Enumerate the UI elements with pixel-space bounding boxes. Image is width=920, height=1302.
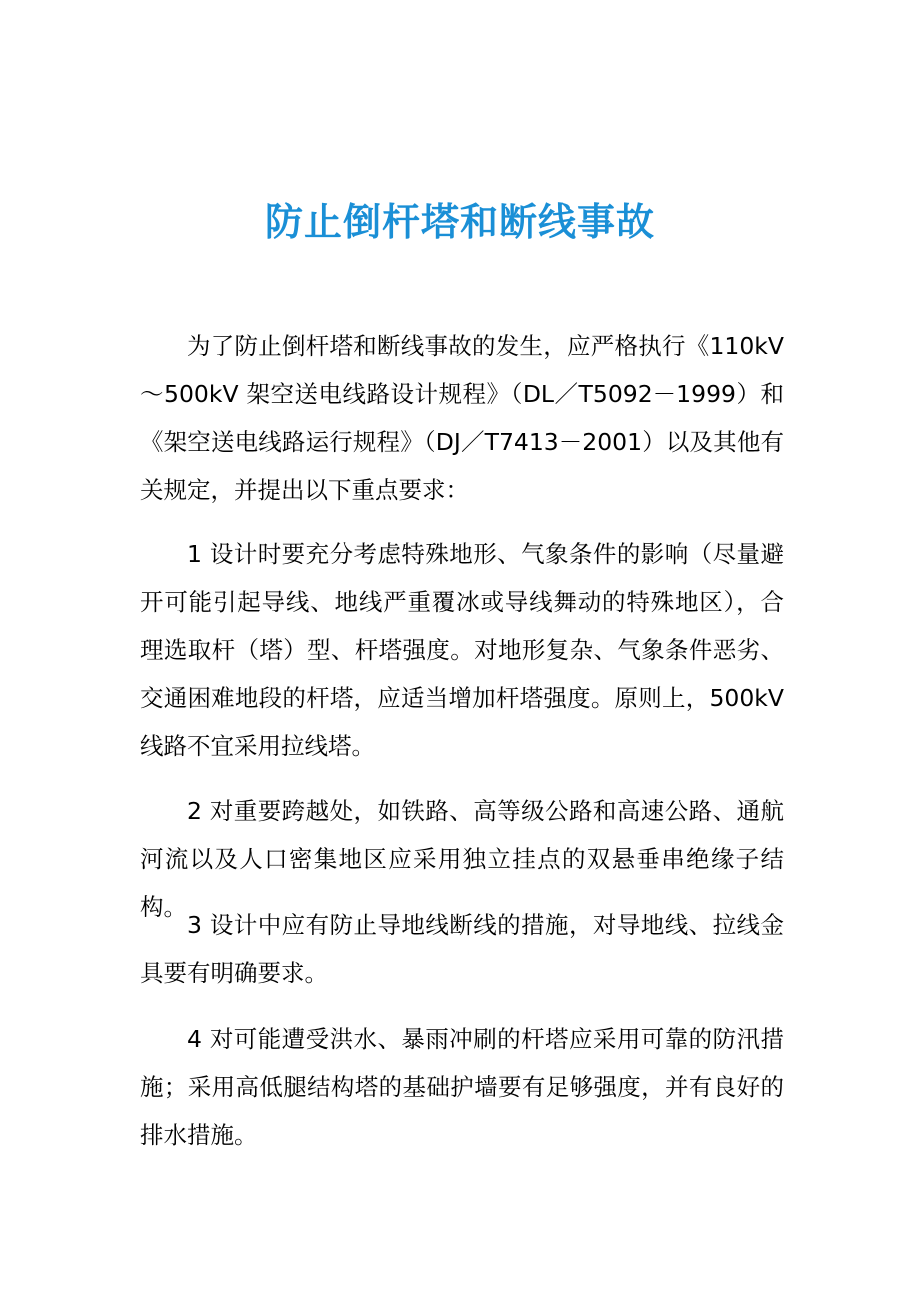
document-title: 防止倒杆塔和断线事故 bbox=[264, 200, 655, 244]
requirement-2-paragraph: 2 对重要跨越处，如铁路、高等级公路和高速公路、通航河流以及人口密集地区应采用独立挂点的双悬垂串绝缘子结构。 bbox=[140, 797, 784, 921]
requirement-1-paragraph: 1 设计时要充分考虑特殊地形、气象条件的影响（尽量避开可能引起导线、地线严重覆冰或导线舞动的特殊地区），合理选取杆（塔）型、杆塔强度。对地形复杂、气象条件恶劣、交通困难地段的杆塔，应适当增加杆塔强度。原则上，500kV 线路不宜采用拉线塔。 bbox=[140, 540, 784, 760]
requirement-3-paragraph: 3 设计中应有防止导地线断线的措施，对导地线、拉线金具要有明确要求。 bbox=[140, 911, 784, 987]
requirement-4-paragraph: 4 对可能遭受洪水、暴雨冲刷的杆塔应采用可靠的防汛措施；采用高低腿结构塔的基础护墙要有足够强度，并有良好的排水措施。 bbox=[140, 1025, 784, 1149]
intro-paragraph: 为了防止倒杆塔和断线事故的发生，应严格执行《110kV～500kV 架空送电线路设计规程》（DL／T5092－1999）和《架空送电线路运行规程》（DJ／T7413－2001）以及其他有关规定，并提出以下重点要求： bbox=[140, 332, 784, 504]
